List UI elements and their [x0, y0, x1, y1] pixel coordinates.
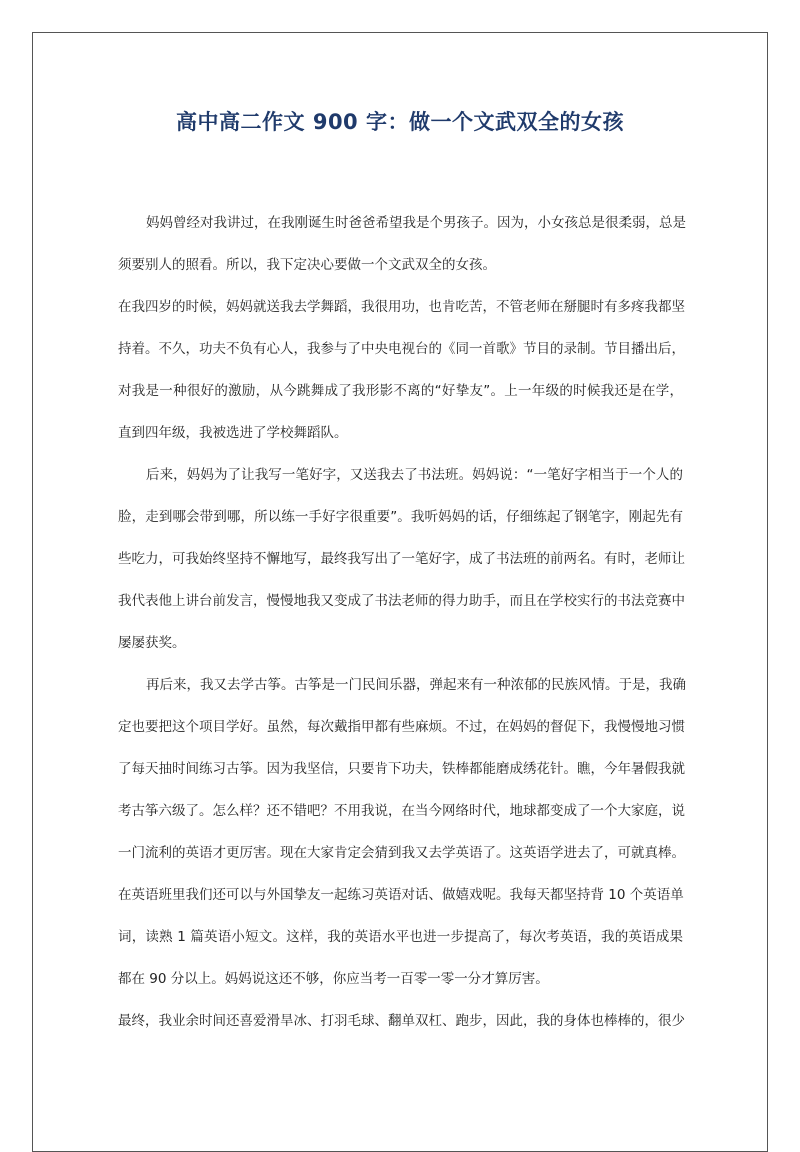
text-line: 我代表他上讲台前发言，慢慢地我又变成了书法老师的得力助手，而且在学校实行的书法竞赛中	[118, 593, 685, 609]
text-line: 都在 90 分以上。妈妈说这还不够，你应当考一百零一零一分才算厉害。	[118, 971, 549, 987]
text-line: 脸，走到哪会带到哪，所以练一手好字很重要”。我听妈妈的话，仔细练起了钢笔字，刚起先有	[118, 509, 683, 525]
text-line: 持着。不久，功夫不负有心人，我参与了中央电视台的《同一首歌》节目的录制。节目播出后，	[118, 341, 685, 357]
text-line: 屡屡获奖。	[118, 635, 186, 651]
text-line: 须要别人的照看。所以，我下定决心要做一个文武双全的女孩。	[118, 257, 496, 273]
text-line: 妈妈曾经对我讲过，在我刚诞生时爸爸希望我是个男孩子。因为，小女孩总是很柔弱，总是	[146, 215, 686, 231]
text-line: 词，读熟 1 篇英语小短文。这样，我的英语水平也进一步提高了，每次考英语，我的英语成果	[118, 929, 683, 945]
text-line: 对我是一种很好的激励，从今跳舞成了我形影不离的“好挚友”。上一年级的时候我还是在学，	[118, 383, 683, 399]
text-line: 再后来，我又去学古筝。古筝是一门民间乐器，弹起来有一种浓郁的民族风情。于是，我确	[146, 677, 686, 693]
text-line: 直到四年级，我被选进了学校舞蹈队。	[118, 425, 348, 441]
text-line: 在英语班里我们还可以与外国挚友一起练习英语对话、做嬉戏呢。我每天都坚持背 10 个英语单	[118, 887, 684, 903]
text-line: 了每天抽时间练习古筝。因为我坚信，只要肯下功夫，铁棒都能磨成绣花针。瞧，今年暑假我就	[118, 761, 685, 777]
text-line: 些吃力，可我始终坚持不懈地写，最终我写出了一笔好字，成了书法班的前两名。有时，老师让	[118, 551, 685, 567]
text-line: 一门流利的英语才更厉害。现在大家肯定会猜到我又去学英语了。这英语学进去了，可就真棒。	[118, 845, 685, 861]
text-line: 最终，我业余时间还喜爱滑旱冰、打羽毛球、翻单双杠、跑步，因此，我的身体也棒棒的，很少	[118, 1013, 685, 1029]
text-line: 定也要把这个项目学好。虽然，每次戴指甲都有些麻烦。不过，在妈妈的督促下，我慢慢地习惯	[118, 719, 685, 735]
document-title: 高中高二作文 900 字：做一个文武双全的女孩	[176, 110, 624, 134]
text-line: 考古筝六级了。怎么样？还不错吧？不用我说，在当今网络时代，地球都变成了一个大家庭，说	[118, 803, 685, 819]
text-line: 后来，妈妈为了让我写一笔好字，又送我去了书法班。妈妈说：“一笔好字相当于一个人的	[146, 467, 683, 483]
text-line: 在我四岁的时候，妈妈就送我去学舞蹈，我很用功，也肯吃苦，不管老师在掰腿时有多疼我都坚	[118, 299, 685, 315]
